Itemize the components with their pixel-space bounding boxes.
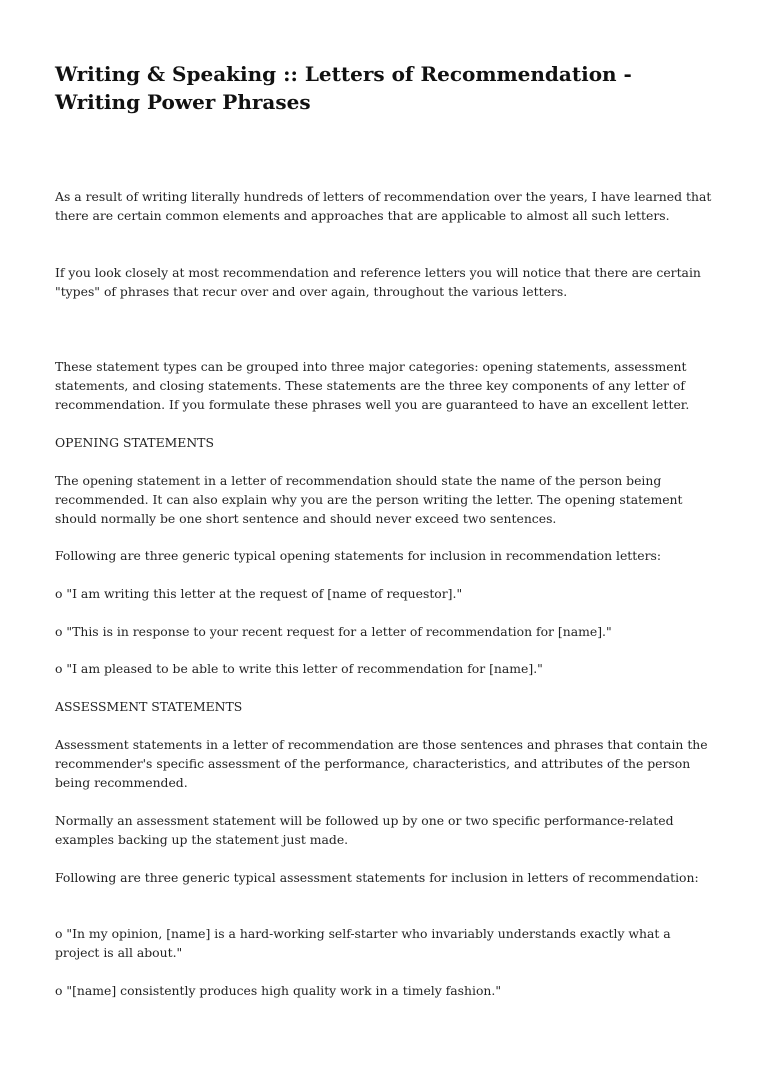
opening-example-1: o "I am writing this letter at the request of [name of requestor]." — [55, 586, 463, 601]
intro-paragraph-2: If you look closely at most recommendation and reference letters you will notice that there are certain "types" of phrases that recur over and over again, throughout the various letters. — [55, 265, 701, 299]
opening-example-2: o "This is in response to your recent request for a letter of recommendation for [name]." — [55, 624, 612, 639]
assessment-paragraph-2: Normally an assessment statement will be followed up by one or two specific performance-related examples backing up the statement just made. — [55, 813, 674, 847]
document-content — [55, 60, 715, 998]
page-title: Writing & Speaking :: Letters of Recommendation - Writing Power Phrases — [55, 62, 632, 114]
categories-paragraph: These statement types can be grouped into three major categories: opening statements, assessment statements, and closing statements. These statements are the three key components of any letter of recommendation. If you formulate these phrases well you are guaranteed to have an excellent letter. — [55, 359, 690, 412]
assessment-paragraph-3: Following are three generic typical assessment statements for inclusion in letters of recommendation: — [55, 870, 699, 885]
opening-statements-heading: OPENING STATEMENTS — [55, 435, 214, 450]
assessment-paragraph-1: Assessment statements in a letter of recommendation are those sentences and phrases that contain the recommender's specific assessment of the performance, characteristics, and attributes of the person being recommended. — [55, 737, 708, 790]
assessment-statements-heading: ASSESSMENT STATEMENTS — [55, 699, 243, 714]
opening-paragraph-1: The opening statement in a letter of recommendation should state the name of the person being recommended. It can also explain why you are the person writing the letter. The opening statement should normally be one short sentence and should never exceed two sentences. — [55, 473, 683, 526]
intro-paragraph-1: As a result of writing literally hundreds of letters of recommendation over the years, I have learned that there are certain common elements and approaches that are applicable to almost all such letters. — [55, 189, 712, 223]
assessment-example-1: o "In my opinion, [name] is a hard-working self-starter who invariably understands exactly what a project is all about." — [55, 926, 671, 960]
assessment-example-2: o "[name] consistently produces high quality work in a timely fashion." — [55, 983, 502, 998]
opening-example-3: o "I am pleased to be able to write this letter of recommendation for [name]." — [55, 661, 543, 676]
opening-paragraph-2: Following are three generic typical opening statements for inclusion in recommendation letters: — [55, 548, 662, 563]
